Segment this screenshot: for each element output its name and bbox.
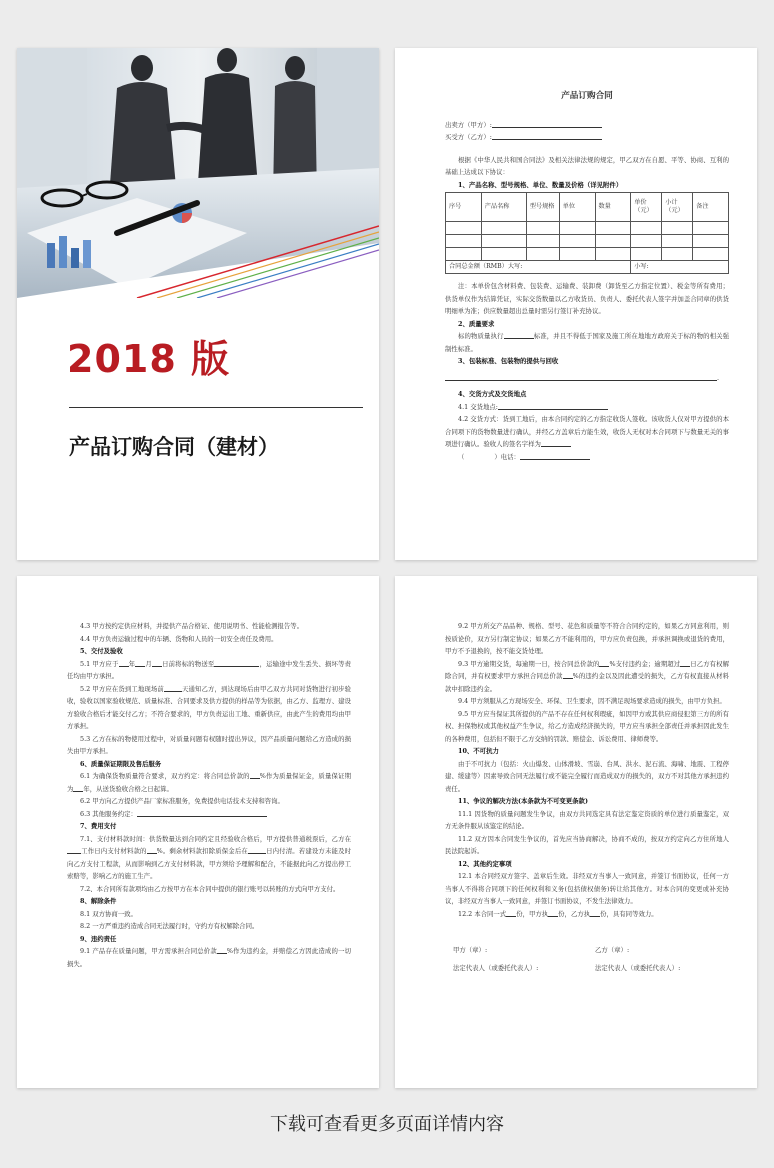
clause-5-2: 5.2 甲方应在货到工地现场前 天通知乙方，到达现场后由甲乙双方共同对货物进行初步验收，验收以国家验收规范、质量标准、合同要求及供方提供的样品等为依据，由乙方、监理方、建设方验收合格后才能交付乙方；不符合要求的，甲方负责运出工地、重新供应，由此产生的费用均由甲方承担。 — [67, 684, 352, 730]
party-a-seal: 甲方（章）: — [453, 946, 488, 954]
clause-5-1: 5.1 甲方应于 年 月 日前将标的物送至 ，运输途中发生丢失、损坏等责任均由甲方承担。 — [67, 659, 352, 680]
party-b-seal: 乙方（章）: — [595, 946, 630, 954]
seller-line: 出卖方（甲方）: — [445, 119, 729, 132]
section-7-heading: 7、费用支付 — [80, 822, 117, 830]
clause-6-3: 6.3 其他服务约定： — [67, 808, 351, 821]
total-amount-figures: 小写: — [631, 261, 729, 274]
signature-block — [445, 944, 729, 994]
cover-title: 产品订购合同（建材） — [69, 435, 279, 459]
table-header: 小计（元） — [662, 193, 693, 222]
clause-7-1: 7.1、支付材料款时间：供货数量达到合同约定且经验收合格后，甲方提供普通税票后，乙方在工作日内支付材料款的 %。剩余材料款扣除质保金后在 日内付清。若建设方未能及时向乙方支付工程款，从而影响到乙方支付材料款，甲方须给予理解和配合，不能据此向乙方提出停工索赔等，影响乙方的施工生产。 — [67, 834, 352, 880]
clause-9-5: 9.5 甲方应当保证其所提供的产品不存在任何权利瑕疵，如因甲方或其供应商侵犯第三方的所有权、担保物权或其他权益产生争议，给乙方造成经济损失的，甲方应当承担全部责任并承担因此发生的各种费用，包括但不限于乙方交纳的罚款、赔偿金、诉讼费用、律师费等。 — [445, 709, 729, 743]
contract-title: 产品订购合同 — [561, 91, 613, 101]
party-a-representative: 法定代表人（或委托代表人）: — [453, 964, 539, 972]
delivery-method: 4.2 交货方式：货到工地后，由本合同约定的乙方指定收货人签收。该收货人仅对甲方提供的本合同项下的货物数量进行确认，并经乙方盖章后方能生效，收货人无权对本合同项下与数量无关的事项进行确认。验收人的签名字样为 — [445, 415, 729, 448]
section-6-heading: 6、质量保证期限及售后服务 — [80, 759, 162, 768]
section-4-heading: 4、交货方式及交货地点 — [458, 390, 527, 398]
clause-9-1: 9.1 产品存在质量问题，甲方需承担合同总价款 %作为违约金，并赔偿乙方因此造成的一切损失。 — [67, 947, 351, 968]
cover-business-photo — [17, 48, 379, 298]
items-table — [445, 192, 729, 274]
quality-paragraph: 标的物质量执行 标准，并且不得低于国家及施工所在地地方政府关于标的物的相关强制性标准。 — [445, 332, 730, 353]
cover-year: 2018 版 — [67, 337, 230, 381]
table-header: 产品名称 — [481, 193, 526, 222]
intro-paragraph: 根据《中华人民共和国合同法》及相关法律法规的规定，甲乙双方在自愿、平等、协商、互利的基础上达成以下协议： — [445, 155, 729, 176]
clause-6-2: 6.2 甲方向乙方提供产品厂家标准服务，免费提供电话技术支持和咨询。 — [80, 797, 284, 805]
section-12-heading: 12、其他约定事项 — [458, 859, 512, 868]
total-amount-words: 合同总金额（RMB）大写: — [446, 261, 631, 274]
clause-8-1: 8.1 双方协商一致。 — [80, 909, 137, 918]
clause-12-1: 12.1 本合同经双方签字、盖章后生效。非经双方当事人一致同意，并签订书面协议，任何一方当事人不得将合同项下的任何权利和义务(包括债权债务)转让给其他方。对本合同的变更或补充协议，非经双方当事人一致同意，并签订书面协议，不发生法律效力。 — [445, 872, 729, 905]
receiver-phone-line: （ ）电话： — [445, 451, 729, 464]
clause-11-2: 11.2 双方因本合同发生争议的，首先应当协商解决，协商不成的，按双方约定向乙方住所地人民法院起诉。 — [445, 834, 729, 855]
table-header: 序号 — [446, 193, 482, 222]
party-b-representative: 法定代表人（或委托代表人）: — [595, 964, 681, 972]
section-11-heading: 11、争议的解决方法(本条款为不可变更条款) — [458, 797, 588, 805]
contract-page-2 — [17, 576, 379, 1088]
clause-4-4: 4.4 甲方负责运输过程中的车辆、货物和人员的一切安全责任及费用。 — [80, 634, 278, 643]
clause-9-3: 9.3 甲方逾期交货，每逾期一日，按合同总价款的 %支付违约金；逾期超过 日乙方有权解除合同，并有权要求甲方承担合同总价款 %的违约金以及因此遭受的损失，乙方有权直接从材料款中扣除违约金。 — [445, 659, 729, 693]
table-header: 备注 — [693, 193, 729, 222]
contract-page-3 — [395, 576, 757, 1088]
table-row — [446, 235, 729, 248]
table-row — [446, 222, 729, 235]
table-total-row — [446, 261, 729, 274]
clause-10: 由于不可抗力（包括：火山爆发、山体滑坡、雪崩、台风、洪水、泥石流、海啸、地震、工程停建、缓建等）因素导致合同无法履行或不能完全履行而造成双方的损失的，双方不对其他方承担违约责任。 — [445, 759, 729, 793]
clause-9-4: 9.4 甲方须服从乙方现场安全、环保、卫生要求，因不满足现场要求造成的损失，由甲方负担。 — [458, 697, 726, 705]
packaging-blank-line: . — [445, 372, 729, 385]
delivery-place: 4.1 交货地点: — [445, 401, 729, 414]
section-9-heading: 9、违约责任 — [80, 934, 117, 943]
section-2-heading: 2、质量要求 — [458, 319, 495, 328]
clause-5-3: 5.3 乙方在标的物使用过程中，对质量问题有权随时提出异议，因产品质量问题给乙方造成的损失由甲方承担。 — [67, 734, 351, 755]
clause-9-2: 9.2 甲方所交产品品种、规格、型号、花色和质量等不符合合同约定的，如果乙方同意利用，则按质论价，双方另行制定协议；如果乙方不能利用的，甲方应负责包换，并承担调换或退货的费用，甲方不予退换的，按不能交货处理。 — [445, 622, 729, 655]
table-header: 数量 — [595, 193, 631, 222]
clause-8-2: 8.2 一方严重违约造成合同无法履行时，守约方有权解除合同。 — [80, 922, 259, 930]
contract-page-1 — [395, 48, 757, 560]
section-5-heading: 5、交付及验收 — [80, 647, 123, 655]
section-8-heading: 8、解除条件 — [80, 897, 117, 905]
section-3-heading: 3、包装标准、包装物的提供与回收 — [458, 357, 559, 365]
cover-page — [17, 48, 379, 560]
table-row — [446, 248, 729, 261]
buyer-line: 买受方（乙方）: — [445, 131, 729, 144]
clause-6-1: 6.1 为确保货物质量符合要求，双方约定：将合同总价款的 %作为质量保证金，质量保证期为 年，从送货验收合格之日起算。 — [67, 772, 351, 793]
table-header: 型号规格 — [526, 193, 559, 222]
clause-12-2: 12.2 本合同一式 份，甲方执 份，乙方执 份，具有同等效力。 — [458, 909, 658, 918]
section-10-heading: 10、不可抗力 — [458, 747, 499, 755]
download-more-link[interactable]: 下载可查看更多页面详情内容 — [270, 1114, 504, 1135]
clause-11-1: 11.1 因货物的质量问题发生争议，由双方共同选定具有法定鉴定资质的单位进行质量鉴定，双方无条件服从该鉴定的结论。 — [445, 809, 729, 830]
clause-4-3: 4.3 甲方按约定供应材料，并提供产品合格证、使用说明书、性能检测报告等。 — [80, 622, 304, 630]
note-paragraph: 注：本单价包含材料费、包装费、运输费、装卸费（卸货至乙方指定位置）、税金等所有费用；供货单仅作为结算凭证，实际交货数量以乙方收货员、负责人、委托代表人签字并加盖合同章的供货明细单为准；供应数量超出总量时需另行签订补充协议。 — [445, 282, 729, 315]
table-header: 单位 — [559, 193, 595, 222]
table-header: 单价（元） — [631, 193, 662, 222]
cover-divider — [69, 407, 363, 408]
clause-7-2: 7.2、本合同所有款项均由乙方按甲方在本合同中提供的银行账号以转账的方式向甲方支付。 — [80, 884, 340, 893]
section-1-heading: 1、产品名称、型号规格、单位、数量及价格（详见附件） — [458, 180, 623, 189]
